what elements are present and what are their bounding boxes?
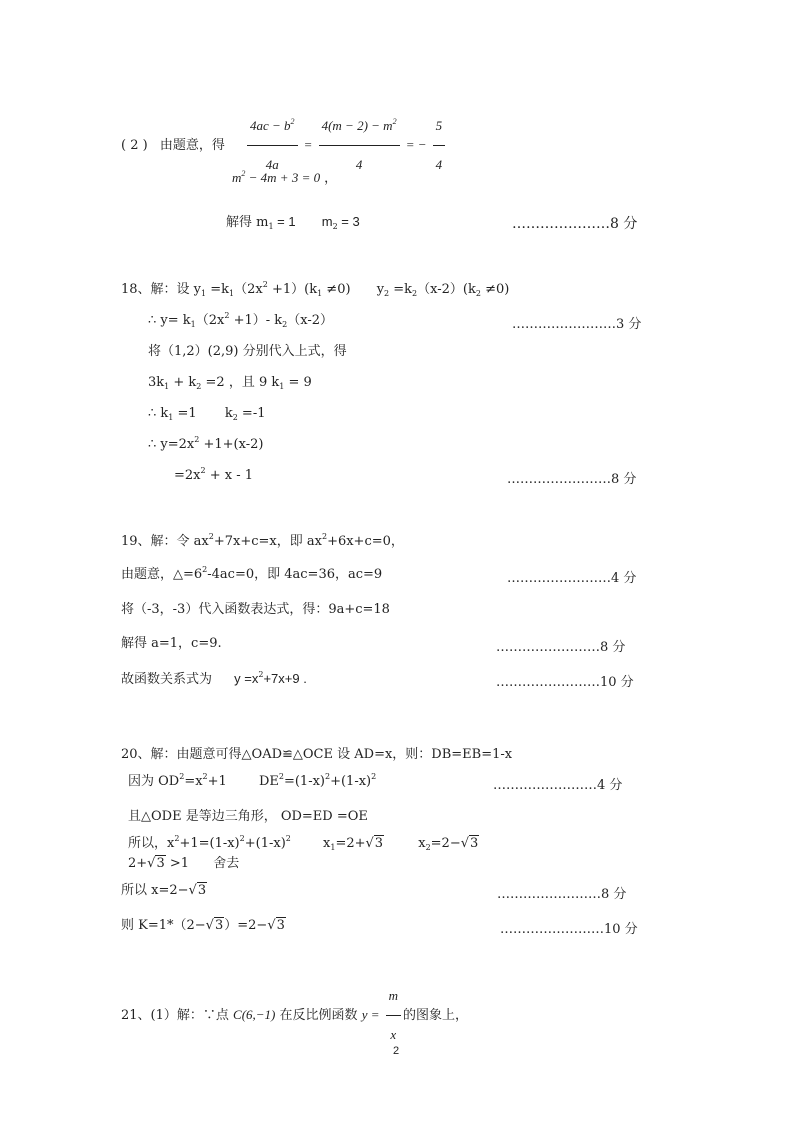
s21-line-1: 21、(1）解：∵点 C(6,−1) 在反比例函数 y = $\frac{m}{x}$ 的图象上， (121, 978, 468, 1014)
s18-line-7: $=2x^2 + x - 1$ (174, 466, 254, 483)
s19-score-8: ……………………8 分 (496, 640, 626, 655)
s17-fraction-2: $\frac{4(m - 2) - m^2}{4}$ (319, 108, 400, 183)
s20-score-4: ……………………4 分 (493, 778, 623, 793)
s19-line-4: 解得 a=1，c=9. (121, 636, 222, 651)
s20-score-10: ……………………10 分 (500, 922, 638, 937)
s18-score-3: ……………………3 分 (512, 317, 642, 332)
s21-fraction: $\frac{m}{x}$ (386, 978, 401, 1053)
s19-score-4: ……………………4 分 (507, 571, 637, 586)
page-number: 2 (393, 1045, 400, 1057)
s18-line-5: ∴ $k_1 =1$ $k_2 =-1$ (148, 406, 266, 422)
s17-fraction-3: $\frac{5}{4}$ (433, 108, 446, 183)
s18-line-1: 18、解：设 $y_1 =k_1(2x^2 +1)(k_1 \ne 0)$ $y_2 =k_2(x-2)(k_2 \ne 0)$ (121, 280, 510, 298)
s17-part-label: ( 2 ) (121, 138, 148, 153)
s20-score-8: ……………………8 分 (497, 887, 627, 902)
s17-score: …………………8 分 (512, 216, 638, 232)
sqrt-symbol: √3 (365, 836, 384, 851)
s19-line-5: 故函数关系式为 $y =x^2+7x+9$ . (121, 670, 307, 687)
s19-line-1: 19、解：令 $ax^2+7x+c=x$，即 $ax^2+6x+c=0$， (121, 532, 404, 549)
s20-line-6: 所以 x=2−√3 (121, 883, 207, 898)
s19-line-2: 由题意，$\triangle=6^2-4ac=0$，即 4ac=36，ac=9 (121, 565, 383, 582)
s19-score-10: ……………………10 分 (496, 675, 634, 690)
s19-line-3: 将（-3，-3）代入函数表达式，得：9a+c=18 (121, 602, 390, 617)
s17-intro: 由题意，得 (159, 138, 225, 153)
s20-line-1: 20、解：由题意可得△OAD≌△OCE 设 AD=x，则：DB=EB=1-x (121, 747, 513, 762)
s18-line-6: ∴ $y=2x^2 +1+(x-2)$ (148, 435, 264, 452)
s18-line-2: ∴ $y= k_1(2x^2 +1)-$ $k_2(x-2)$ (148, 311, 334, 329)
s17-quadratic-line: $m^2 - 4m + 3 = 0$ ， (232, 169, 338, 185)
s20-line-3: 且△ODE 是等边三角形， OD=ED =OE (128, 809, 368, 824)
s18-line-3: 将（1,2）(2,9) 分别代入上式，得 (148, 344, 347, 359)
s17-fraction-1: $\frac{4ac - b^2}{4a}$ (247, 108, 298, 183)
s20-line-5: 2+√3 >1 舍去 (128, 856, 240, 871)
s18-line-4: $3k_1 + k_2 =2$ ，且 9 $k_1 = 9$ (148, 375, 312, 391)
s20-line-2: 因为 $OD^2=x^2+1$ $DE^2=(1-x)^2+(1-x)^2$ (128, 772, 377, 789)
s17-equation-line: ( 2 ) 由题意，得 $\frac{4ac - b^2}{4a}$ = $\frac{4(m - 2) - m^2}{4}$ = − $\frac{5}{4}$ (121, 108, 447, 144)
s20-line-7: 则 K=1*（2−√3）=2−√3 (121, 918, 285, 933)
s20-line-4: 所以，$x^2+1=(1-x)^2+(1-x)^2$ $x_1=2+√3$ $x_2=2-√3$ (128, 834, 479, 852)
s17-solution-line: 解得 $m_1 = 1$ $m_2 = 3$ (226, 214, 360, 231)
s18-score-8: ……………………8 分 (507, 472, 637, 487)
